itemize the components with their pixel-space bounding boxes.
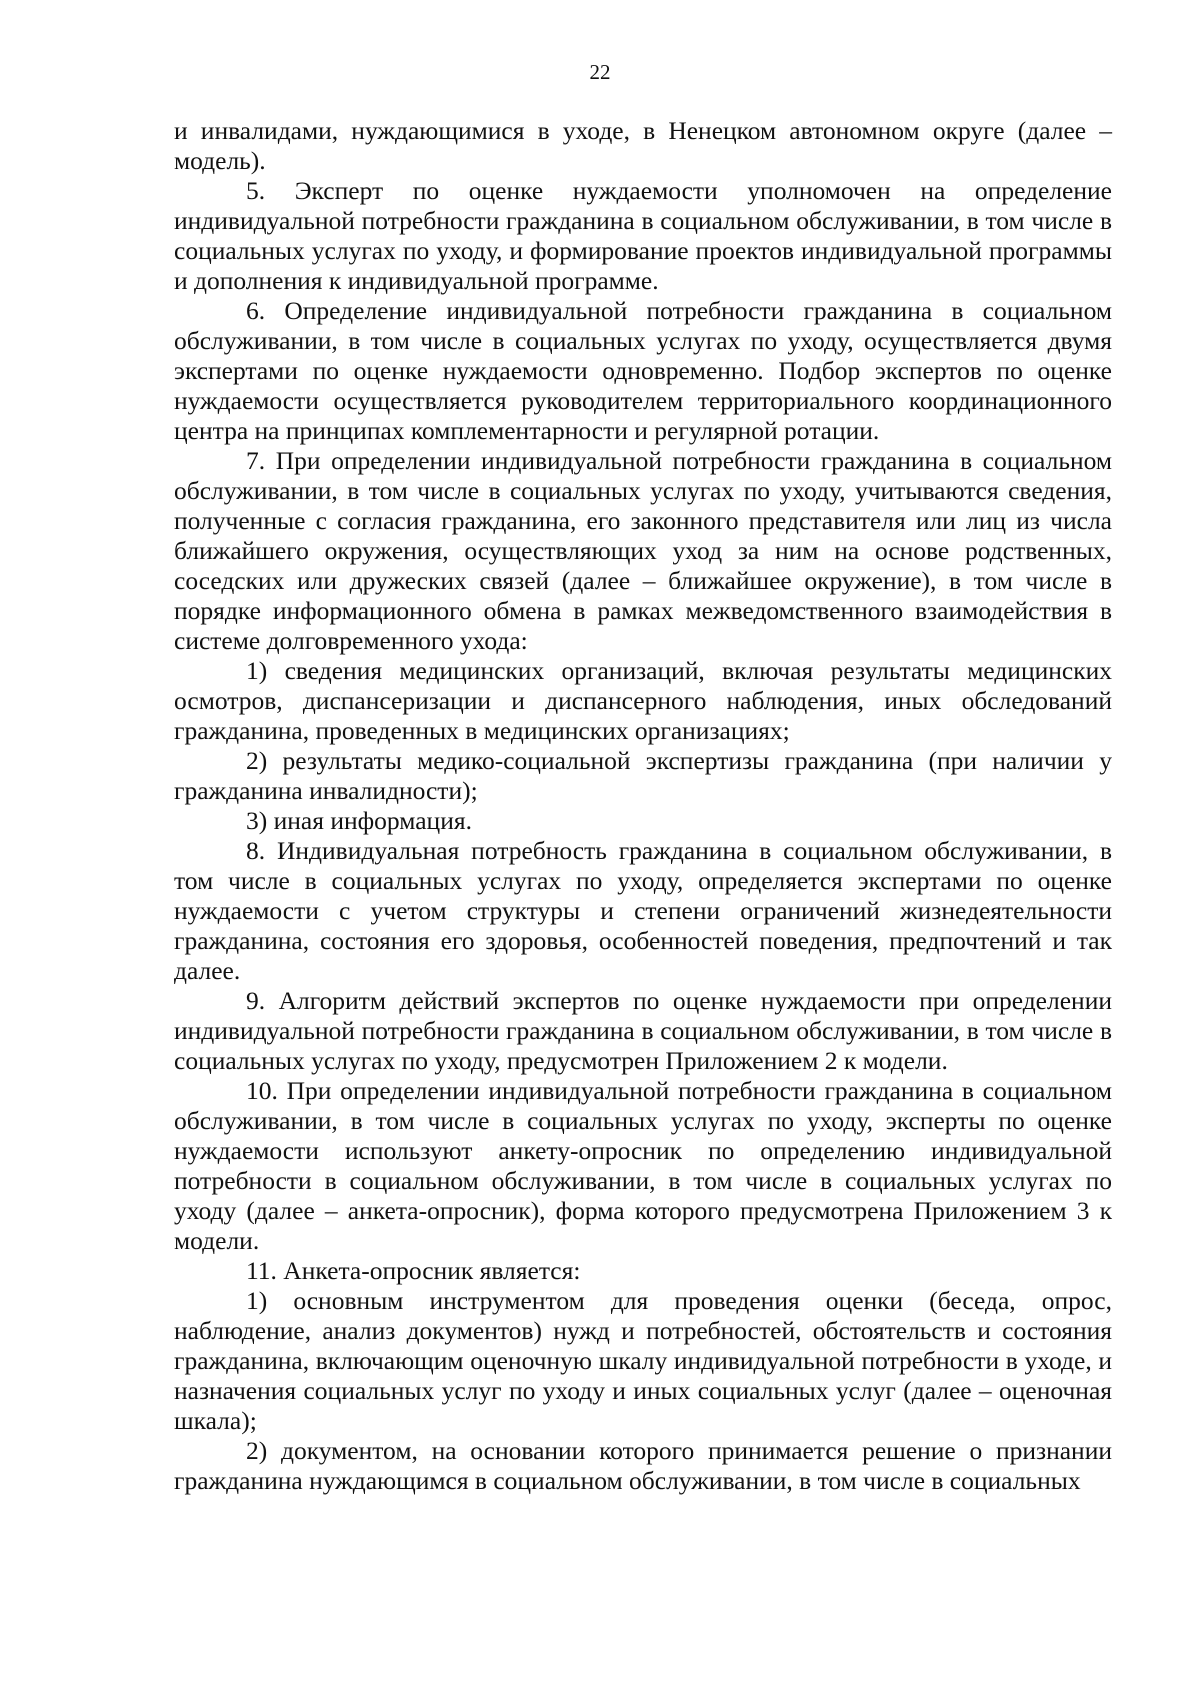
document-body xyxy=(174,116,1112,1496)
paragraph-item-7-subitem-2: 2) результаты медико-социальной экспертизы гражданина (при наличии у гражданина инвалидности); xyxy=(174,746,1112,805)
paragraph-item-10: 10. При определении индивидуальной потребности гражданина в социальном обслуживании, в том числе в социальных услугах по уходу, эксперты по оценке нуждаемости используют анкету-опросник по определению индивидуальной потребности в социальном обслуживании, в том числе в социальных услугах по уходу (далее – анкета-опросник), форма которого предусмотрена Приложением 3 к модели. xyxy=(174,1076,1112,1255)
paragraph-item-11: 11. Анкета-опросник является: xyxy=(246,1256,581,1285)
paragraph-item-7: 7. При определении индивидуальной потребности гражданина в социальном обслуживании, в том числе в социальных услугах по уходу, учитываются сведения, полученные с согласия гражданина, его законного представителя или лиц из числа ближайшего окружения, осуществляющих уход за ним на основе родственных, соседских или дружеских связей (далее – ближайшее окружение), в том числе в порядке информационного обмена в рамках межведомственного взаимодействия в системе долговременного ухода: xyxy=(174,446,1112,655)
paragraph-continuation: и инвалидами, нуждающимися в уходе, в Ненецком автономном округе (далее – модель). xyxy=(174,116,1112,175)
paragraph-item-11-subitem-1: 1) основным инструментом для проведения оценки (беседа, опрос, наблюдение, анализ документов) нужд и потребностей, обстоятельств и состояния гражданина, включающим оценочную шкалу индивидуальной потребности в уходе, и назначения социальных услуг по уходу и иных социальных услуг (далее – оценочная шкала); xyxy=(174,1286,1112,1435)
page-number: 22 xyxy=(589,60,611,84)
paragraph-item-6: 6. Определение индивидуальной потребности гражданина в социальном обслуживании, в том числе в социальных услугах по уходу, осуществляется двумя экспертами по оценке нуждаемости одновременно. Подбор экспертов по оценке нуждаемости осуществляется руководителем территориального координационного центра на принципах комплементарности и регулярной ротации. xyxy=(174,296,1112,445)
paragraph-item-9: 9. Алгоритм действий экспертов по оценке нуждаемости при определении индивидуальной потребности гражданина в социальном обслуживании, в том числе в социальных услугах по уходу, предусмотрен Приложением 2 к модели. xyxy=(174,986,1112,1075)
paragraph-item-5: 5. Эксперт по оценке нуждаемости уполномочен на определение индивидуальной потребности гражданина в социальном обслуживании, в том числе в социальных услугах по уходу, и формирование проектов индивидуальной программы и дополнения к индивидуальной программе. xyxy=(174,176,1112,295)
paragraph-item-7-subitem-1: 1) сведения медицинских организаций, включая результаты медицинских осмотров, диспансеризации и диспансерного наблюдения, иных обследований гражданина, проведенных в медицинских организациях; xyxy=(174,656,1112,745)
paragraph-item-8: 8. Индивидуальная потребность гражданина в социальном обслуживании, в том числе в социальных услугах по уходу, определяется экспертами по оценке нуждаемости с учетом структуры и степени ограничений жизнедеятельности гражданина, состояния его здоровья, особенностей поведения, предпочтений и так далее. xyxy=(174,836,1112,985)
paragraph-item-11-subitem-2: 2) документом, на основании которого принимается решение о признании гражданина нуждающимся в социальном обслуживании, в том числе в социальных xyxy=(174,1436,1112,1495)
paragraph-item-7-subitem-3: 3) иная информация. xyxy=(246,806,472,835)
